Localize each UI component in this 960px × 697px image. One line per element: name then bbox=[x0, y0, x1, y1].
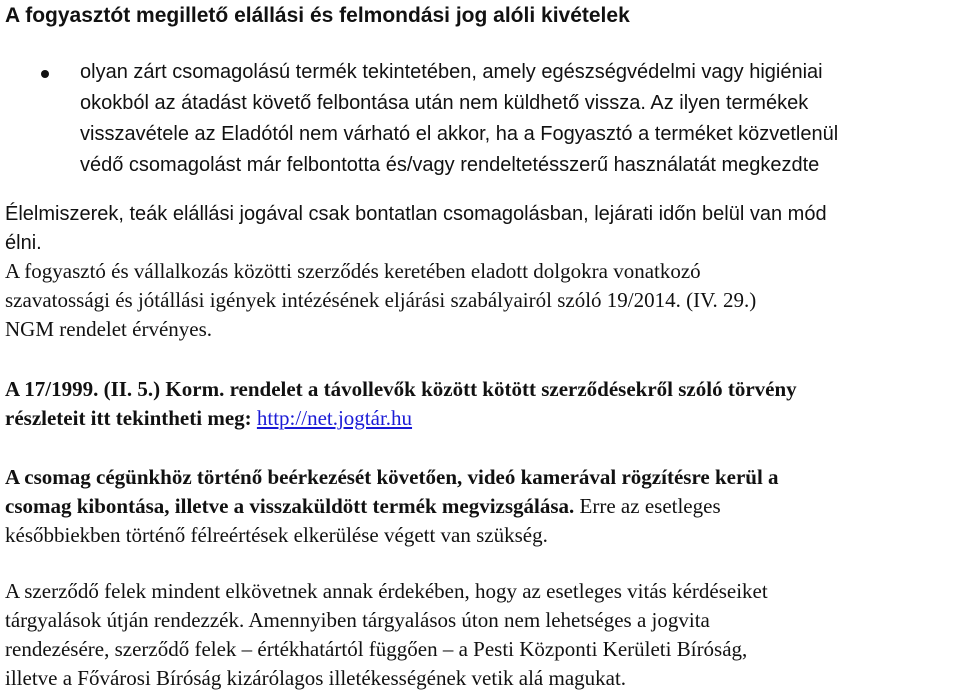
warranty-paragraph bbox=[5, 257, 955, 344]
paragraph-line: NGM rendelet érvényes. bbox=[5, 317, 213, 341]
bullet-item bbox=[80, 57, 955, 181]
paragraph-line: Élelmiszerek, teák elállási jogával csak bontatlan csomagolásban, lejárati időn belül van mód bbox=[5, 203, 827, 225]
bullet-line: visszavétele az Eladótól nem várható el akkor, ha a Fogyasztó a terméket közvetlenül bbox=[80, 123, 839, 145]
paragraph-line: A fogyasztó és vállalkozás közötti szerződés keretében eladott dolgokra vonatkozó bbox=[5, 259, 701, 283]
paragraph-line: szavatossági és jótállási igények intézésének eljárási szabályairól szóló 19/2014. (IV. 29.) bbox=[5, 288, 757, 312]
bullet-line: olyan zárt csomagolású termék tekintetében, amely egészségvédelmi vagy higiéniai bbox=[80, 61, 823, 83]
paragraph-line: későbbiekben történő félreértések elkerülése végett van szükség. bbox=[5, 523, 548, 547]
paragraph-line: tárgyalások útján rendezzék. Amennyiben tárgyalásos úton nem lehetséges a jogvita bbox=[5, 608, 710, 632]
normal-text: Erre az esetleges bbox=[574, 494, 721, 518]
paragraph-line: rendezésére, szerződő felek – értékhatártól függően – a Pesti Központi Kerületi Bíróság, bbox=[5, 637, 748, 661]
court-paragraph bbox=[5, 577, 955, 693]
section-heading: A fogyasztót megillető elállási és felmondási jog alóli kivételek bbox=[5, 4, 630, 27]
link-prefix: részleteit itt tekintheti meg: bbox=[5, 406, 257, 430]
paragraph-line: A csomag cégünkhöz történő beérkezését követően, videó kamerával rögzítésre kerül a bbox=[5, 465, 779, 489]
paragraph-line: A 17/1999. (II. 5.) Korm. rendelet a távollevők között kötött szerződésekről szóló törvény bbox=[5, 377, 797, 401]
bullet-icon bbox=[41, 70, 49, 78]
decree-paragraph bbox=[5, 375, 955, 433]
paragraph-line bbox=[5, 492, 955, 521]
bullet-line: védő csomagolást már felbontotta és/vagy rendeltetésszerű használatát megkezdte bbox=[80, 154, 820, 176]
paragraph-line: élni. bbox=[5, 232, 42, 254]
food-paragraph bbox=[5, 200, 955, 258]
jogtar-link[interactable]: http://net.jogtár.hu bbox=[256, 406, 413, 430]
paragraph-line bbox=[5, 404, 955, 433]
paragraph-line: illetve a Fővárosi Bíróság kizárólagos illetékességének vetik alá magukat. bbox=[5, 666, 627, 690]
paragraph-line: A szerződő felek mindent elkövetnek annak érdekében, hogy az esetleges vitás kérdéseiket bbox=[5, 579, 768, 603]
bullet-line: okokból az átadást követő felbontása után nem küldhető vissza. Az ilyen termékek bbox=[80, 92, 809, 114]
video-paragraph bbox=[5, 463, 955, 550]
bold-text: csomag kibontása, illetve a visszaküldött termék megvizsgálása. bbox=[5, 494, 575, 518]
